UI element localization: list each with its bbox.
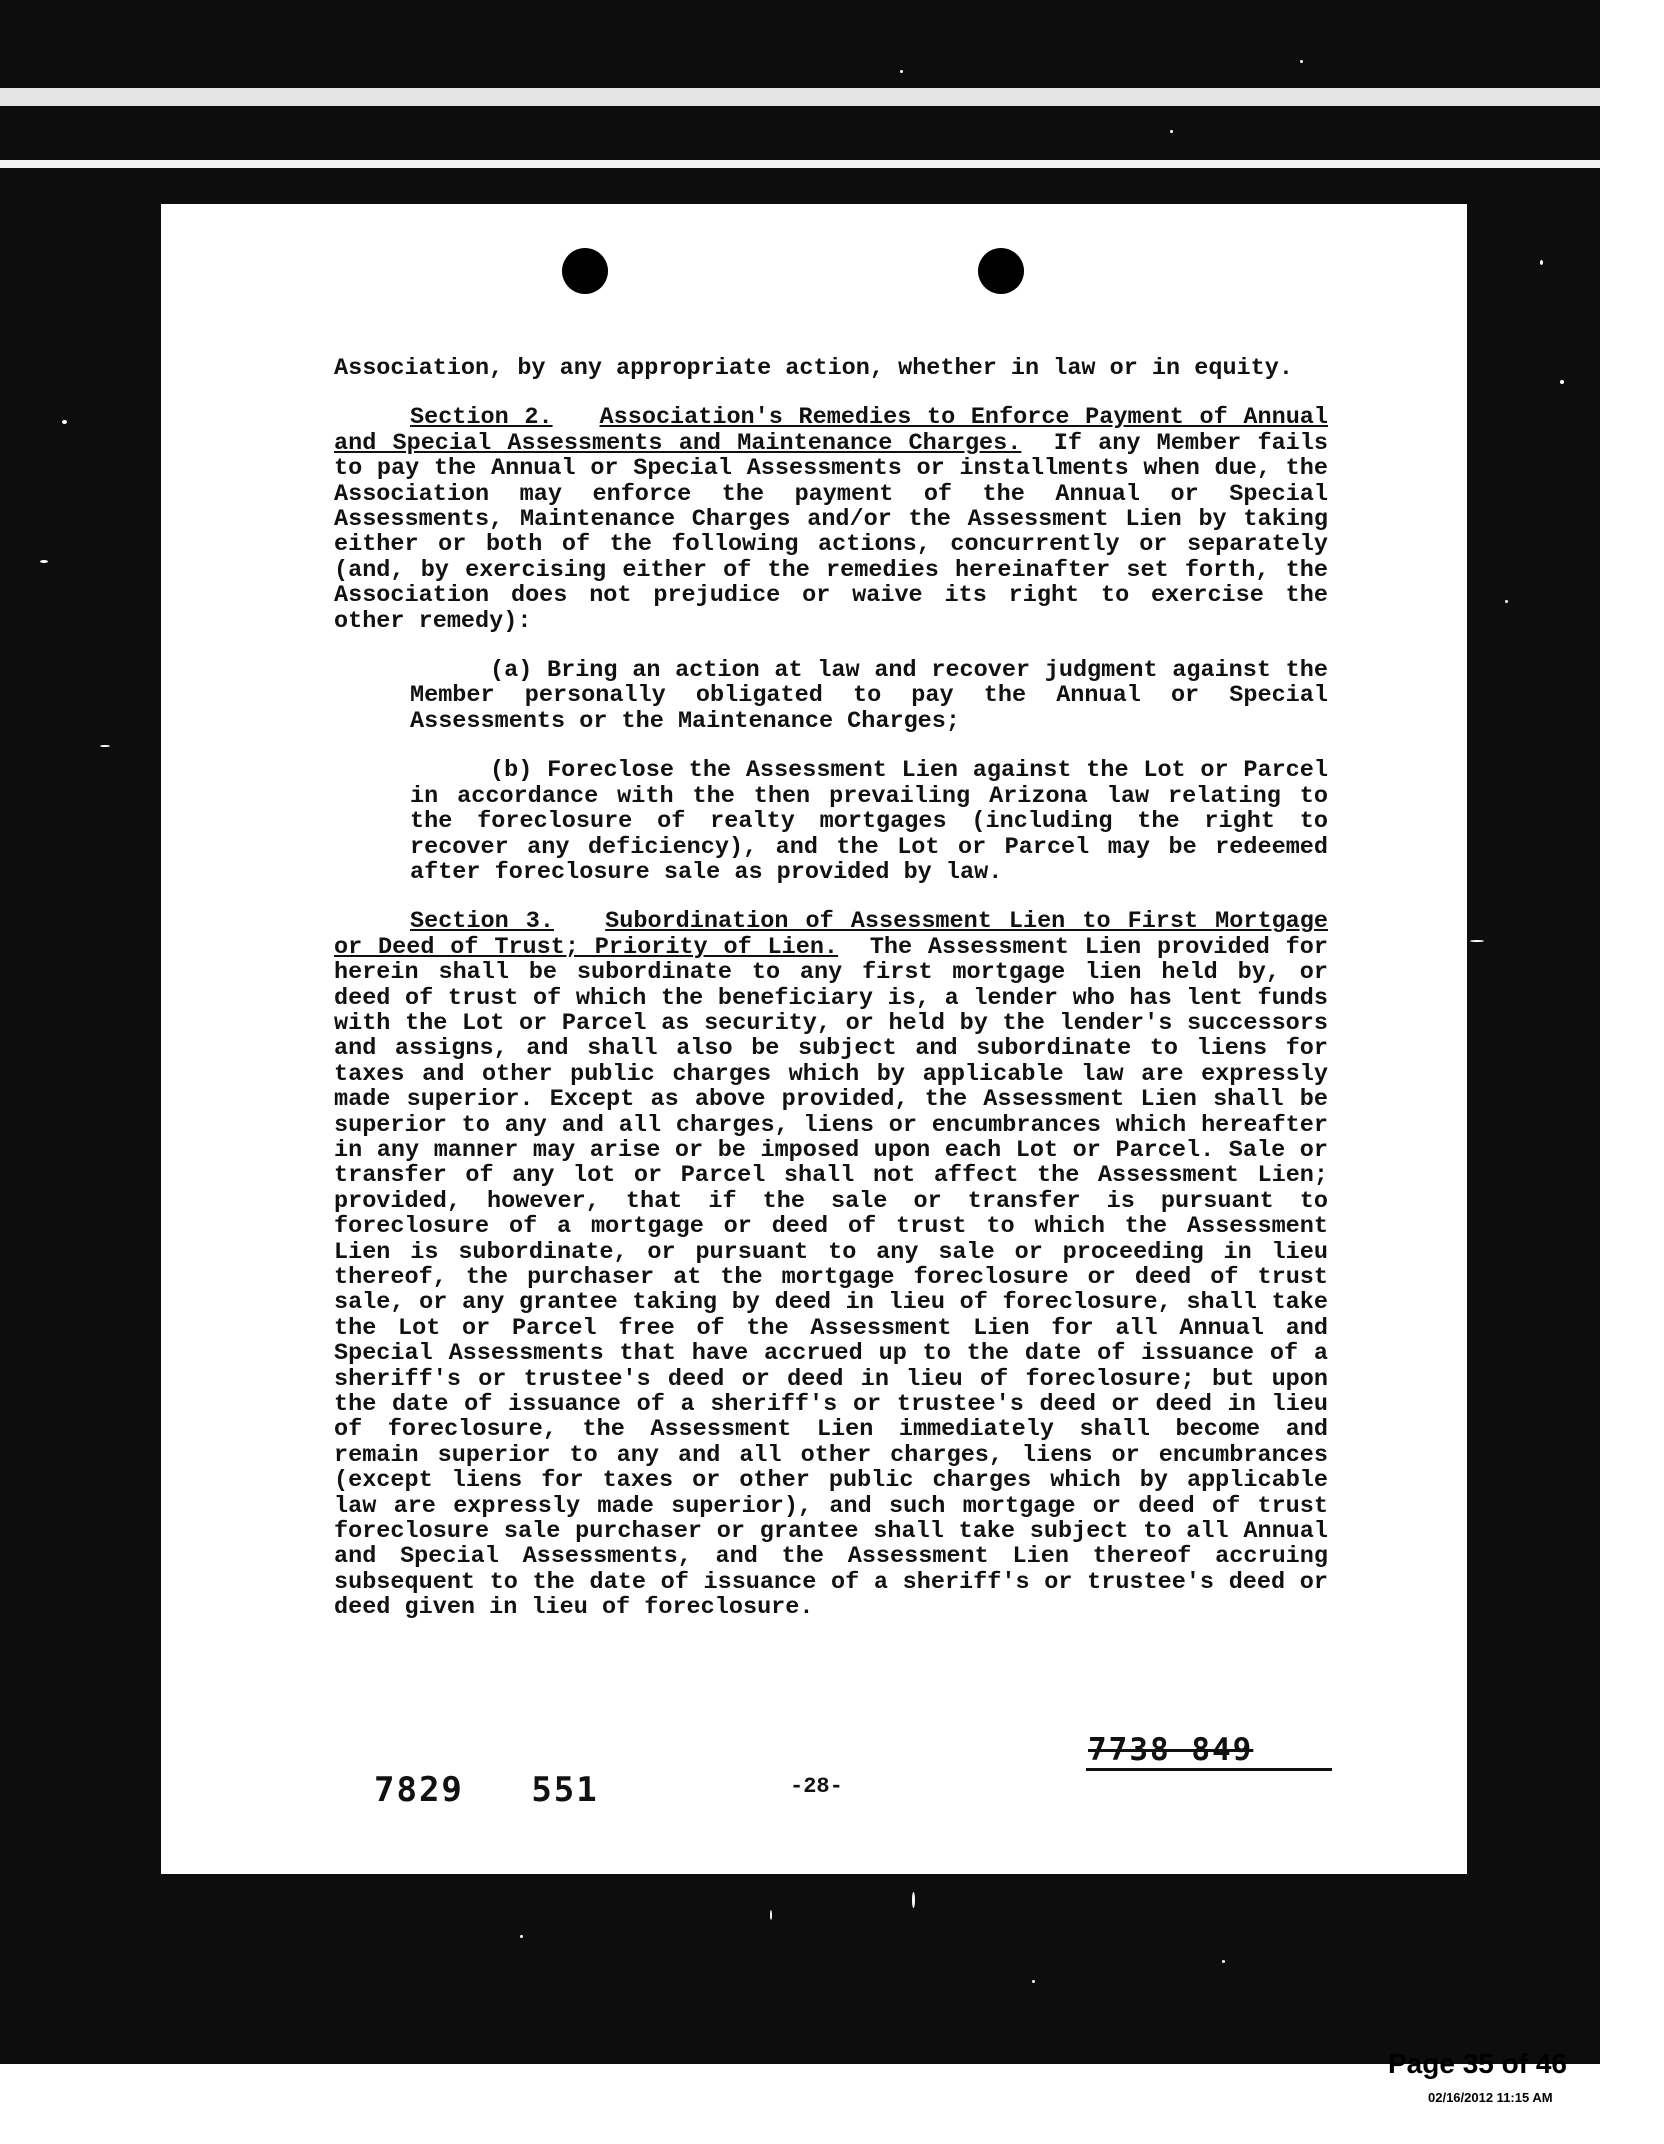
scan-speck [1470,940,1484,942]
subparagraph-a [410,658,1328,734]
scan-speck [100,745,110,747]
scan-speck [1170,130,1173,133]
section-3-title: Subordination of Assessment Lien to First Mortgage or Deed of Trust; Priority of Lien. [334,908,1328,961]
document-body [334,356,1328,1621]
section-3-heading: Section 3. [410,908,554,936]
scan-speck [1300,60,1303,63]
scan-speck [520,1935,523,1938]
scan-speck [912,1892,915,1908]
scan-speck [1560,380,1564,384]
page-count-stamp: Page 35 of 46 [1388,2048,1567,2079]
paragraph-continuation [334,356,1328,381]
scan-artifact-stripe-lower [0,160,1600,168]
scan-speck [40,560,48,563]
subparagraph-a-text: (a) Bring an action at law and recover judgment against the Member personally obligated to pay the Annual or Special Assessments or the Maintenance Charges; [410,657,1328,735]
section-2-paragraph [334,405,1328,634]
page-number: -28- [790,1774,843,1799]
section-2-title: Association's Remedies to Enforce Payment of Annual and Special Assessments and Maintenance Charges. [334,404,1329,457]
scan-speck [62,420,67,424]
book-number: 7829 [374,1770,464,1810]
section-2-heading: Section 2. [410,404,553,432]
recording-book-page [374,1770,599,1810]
paragraph-text: Association, by any appropriate action, whether in law or in equity. [334,355,1293,382]
section-2-text: If any Member fails to pay the Annual or Special Assessments or installments when due, the Association may enforce the payment of the Annual or Special Assessments, Maintenance Charges and/or the Assessment Lien by taking either or both of the following actions, concurrently or separately (and, by exercising either of the remedies hereinafter set forth, the Association does not prejudice or waive its right to exercise the other remedy): [334,429,1328,635]
punch-hole-left [562,248,608,294]
scan-speck [770,1910,772,1920]
scan-speck [1222,1960,1225,1963]
section-3-text: The Assessment Lien provided for herein shall be subordinate to any first mortgage lien held by, or deed of trust of which the beneficiary is, a lender who has lent funds with the Lot or Parcel as security, or held by the lender's successors and assigns, and shall also be subject and subordinate to liens for taxes and other public charges which by applicable law are expressly made superior. Except as above provided, the Assessment Lien shall be superior to any and all charges, liens or encumbrances which hereafter in any manner may arise or be imposed upon each Lot or Parcel. Sale or transfer of any lot or Parcel shall not affect the Assessment Lien; provided, however, that if the sale or transfer is pursuant to foreclosure of a mortgage or deed of trust to which the Assessment Lien is subordinate, or pursuant to any sale or proceeding in lieu thereof, the purchaser at the mortgage foreclosure or deed of trust sale, or any grantee taking by deed in lieu of foreclosure, shall take the Lot or Parcel free of the Assessment Lien for all Annual and Special Assessments that have accrued up to the date of issuance of a sheriff's or trustee's deed or deed in lieu of foreclosure; but upon the date of issuance of a sheriff's or trustee's deed or deed in lieu of foreclosure, the Assessment Lien immediately shall become and remain superior to any and all other charges, liens or encumbrances (except liens for taxes or other public charges which by applicable law are expressly made superior), and such mortgage or deed of trust foreclosure sale purchaser or grantee shall take subject to all Annual and Special Assessments, and the Assessment Lien thereof accruing subsequent to the date of issuance of a sheriff's or trustee's deed or deed given in lieu of foreclosure. [334,933,1328,1622]
subparagraph-b-text: (b) Foreclose the Assessment Lien against the Lot or Parcel in accordance with the then prevailing Arizona law relating to the foreclosure of realty mortgages (including the right to recover any deficiency), and the Lot or Parcel may be redeemed after foreclosure sale as provided by law. [410,757,1328,886]
struck-reference-number: 7738 849 [1088,1732,1254,1768]
subparagraph-b [410,758,1328,885]
scan-speck [1540,260,1543,265]
scan-speck [1505,600,1508,603]
scan-artifact-stripe [0,88,1600,106]
struck-reference-underline [1086,1768,1332,1771]
datetime-stamp: 02/16/2012 11:15 AM [1428,2090,1553,2105]
punch-hole-right [978,248,1024,294]
section-3-paragraph [334,909,1328,1620]
scan-speck [1032,1980,1035,1983]
scan-speck [900,70,903,73]
book-page: 551 [531,1770,599,1810]
